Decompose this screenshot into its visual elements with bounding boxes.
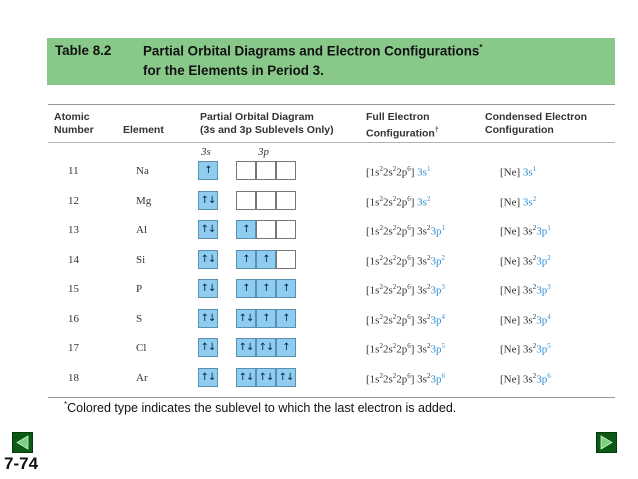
- table-row: [48, 159, 615, 187]
- condensed-configuration: [Ne] $3s^23p^3$: [500, 283, 551, 297]
- table-row: [48, 336, 615, 364]
- orbital-3p-box: ↑↓: [276, 368, 296, 387]
- header-condensed-config: Condensed Electron Configuration: [485, 111, 588, 136]
- orbital-3s-box: ↑↓: [198, 309, 218, 328]
- orbital-3p-box: [256, 191, 276, 210]
- title-banner: [47, 38, 615, 85]
- atomic-number: 12: [68, 194, 79, 207]
- element-symbol: Cl: [136, 342, 147, 354]
- element-symbol: Si: [136, 253, 146, 266]
- orbital-3s-box: ↑↓: [198, 250, 218, 269]
- title-footnote-mark: *: [479, 43, 483, 52]
- orbital-3p-box: ↑: [256, 250, 276, 269]
- full-configuration: $[1s^22s^22p^6]$ $3s^23p^6$: [366, 371, 445, 386]
- condensed-configuration: [Ne] $3s^23p^6$: [500, 371, 551, 386]
- full-configuration: $[1s^22s^22p^6]$ $3s^23p^5$: [366, 342, 445, 356]
- atomic-number: 13: [68, 224, 79, 236]
- condensed-configuration: [Ne] $3s^23p^2$: [500, 253, 551, 268]
- atomic-number: 11: [68, 165, 79, 177]
- orbital-3s-box: ↑↓: [198, 368, 218, 387]
- orbital-3s-box: ↑: [198, 161, 218, 180]
- orbital-3p-box: [276, 220, 296, 239]
- header-element: Element: [123, 124, 164, 136]
- full-configuration: $[1s^22s^22p^6]$ $3s^1$: [366, 165, 431, 179]
- orbital-3p-box: ↑: [276, 338, 296, 357]
- full-configuration: $[1s^22s^22p^6]$ $3s^23p^4$: [366, 312, 445, 327]
- footnote: *Colored type indicates the sublevel to which the last electron is added.: [64, 400, 457, 416]
- condensed-configuration: [Ne] $3s^1$: [500, 165, 537, 179]
- full-configuration: $[1s^22s^22p^6]$ $3s^23p^3$: [366, 283, 445, 297]
- orbital-3p-box: ↑: [256, 309, 276, 328]
- atomic-number: 17: [68, 342, 79, 354]
- orbital-3p-box: ↑: [276, 309, 296, 328]
- table-title: Partial Orbital Diagrams and Electron Configurations: [143, 43, 480, 59]
- table-row: [48, 189, 615, 217]
- header-atomic-number: Atomic Number: [54, 111, 94, 136]
- table-title-continued: for the Elements in Period 3.: [143, 63, 324, 78]
- orbital-3p-box: ↑: [236, 250, 256, 269]
- condensed-configuration: [Ne] $3s^23p^4$: [500, 312, 551, 327]
- header-orbital-diagram: Partial Orbital Diagram (3s and 3p Sublevels Only): [200, 111, 334, 136]
- prev-slide-button[interactable]: [12, 432, 33, 453]
- orbital-3p-box: ↑: [236, 220, 256, 239]
- element-symbol: P: [136, 283, 143, 295]
- slide-number: 7-74: [4, 454, 39, 473]
- full-configuration: $[1s^22s^22p^6]$ $3s^23p^1$: [366, 224, 445, 238]
- atomic-number: 16: [68, 312, 79, 325]
- orbital-3s-box: ↑↓: [198, 279, 218, 298]
- orbital-3s-box: ↑↓: [198, 220, 218, 239]
- orbital-3p-box: [236, 191, 256, 210]
- full-configuration: $[1s^22s^22p^6]$ $3s^2$: [366, 194, 431, 209]
- table-row: [48, 307, 615, 335]
- atomic-number: 18: [68, 371, 79, 384]
- table-row: [48, 277, 615, 305]
- orbital-3p-box: ↑: [276, 279, 296, 298]
- orbital-3p-box: ↑↓: [236, 309, 256, 328]
- sublevel-3s-label: 3s: [201, 146, 211, 158]
- electron-config-table: [48, 104, 615, 398]
- condensed-configuration: [Ne] $3s^23p^5$: [500, 342, 551, 356]
- element-symbol: Mg: [136, 194, 152, 207]
- title-line-2: [55, 63, 324, 78]
- orbital-3p-box: [276, 161, 296, 180]
- element-symbol: S: [136, 312, 143, 325]
- orbital-3p-box: ↑↓: [256, 338, 276, 357]
- table-label: Table 8.2: [55, 43, 112, 59]
- table-row: [48, 366, 615, 394]
- table-row: [48, 248, 615, 276]
- orbital-3p-box: [236, 161, 256, 180]
- atomic-number: 14: [68, 253, 79, 266]
- header-full-config: Full Electron Configuration†: [366, 111, 439, 140]
- orbital-3p-box: ↑: [256, 279, 276, 298]
- orbital-3p-box: ↑↓: [236, 368, 256, 387]
- orbital-3p-box: ↑↓: [236, 338, 256, 357]
- full-configuration: $[1s^22s^22p^6]$ $3s^23p^2$: [366, 253, 445, 268]
- orbital-3p-box: [276, 191, 296, 210]
- orbital-3p-box: [276, 250, 296, 269]
- condensed-configuration: [Ne] $3s^2$: [500, 194, 537, 209]
- orbital-3s-box: ↑↓: [198, 338, 218, 357]
- element-symbol: Ar: [136, 371, 148, 384]
- orbital-3s-box: ↑↓: [198, 191, 218, 210]
- condensed-configuration: [Ne] $3s^23p^1$: [500, 224, 551, 238]
- atomic-number: 15: [68, 283, 79, 295]
- title-line-1: [55, 43, 482, 58]
- orbital-3p-box: [256, 220, 276, 239]
- back-arrow-icon: [13, 433, 32, 452]
- next-slide-button[interactable]: [596, 432, 617, 453]
- orbital-3p-box: ↑↓: [256, 368, 276, 387]
- orbital-3p-box: ↑: [236, 279, 256, 298]
- element-symbol: Na: [136, 165, 149, 177]
- sublevel-3p-label: 3p: [258, 146, 269, 158]
- header-divider: [48, 142, 615, 143]
- table-row: [48, 218, 615, 246]
- orbital-3p-box: [256, 161, 276, 180]
- forward-arrow-icon: [597, 433, 616, 452]
- element-symbol: Al: [136, 224, 147, 236]
